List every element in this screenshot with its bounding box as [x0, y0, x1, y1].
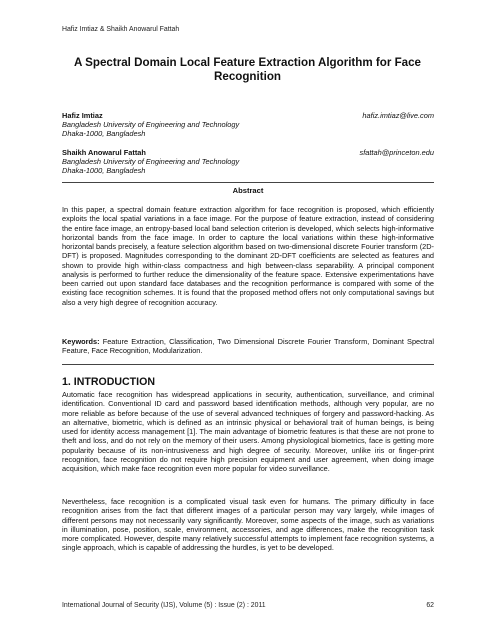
author-email: sfattah@princeton.edu	[359, 148, 434, 157]
author-email: hafiz.imtiaz@live.com	[362, 111, 434, 120]
author-name: Shaikh Anowarul Fattah	[62, 148, 146, 157]
paper-title: A Spectral Domain Local Feature Extraction Algorithm for Face Recognition	[73, 56, 422, 83]
abstract-heading: Abstract	[232, 186, 264, 195]
author-block	[62, 148, 434, 176]
keywords-text: Feature Extraction, Classification, Two Dimensional Discrete Fourier Transform, Dominant Spectral Feature, Face Recognition, Modularization.	[62, 337, 434, 356]
keywords-label: Keywords:	[62, 337, 100, 346]
body-paragraph: Nevertheless, face recognition is a complicated visual task even for humans. The primary difficulty in face recognition arises from the fact that different images of a particular person may vary largely, while images of different persons may not necessarily vary significantly. Moreover, some aspects of the image, such as variations in illumination, pose, position, scale, environment, accessories, and age differences, make the recognition task more complicated. However, despite many relatively successful attempts to implement face recognition systems, a single approach, which is capable of addressing the hurdles, is yet to be developed.	[62, 497, 434, 553]
running-head: Hafiz Imtiaz & Shaikh Anowarul Fattah	[62, 26, 180, 33]
author-location: Dhaka-1000, Bangladesh	[62, 166, 146, 176]
divider	[62, 364, 434, 365]
author-name: Hafiz Imtiaz	[62, 111, 103, 120]
author-affiliation: Bangladesh University of Engineering and Technology	[62, 157, 240, 167]
author-location: Dhaka-1000, Bangladesh	[62, 129, 146, 139]
abstract-text: In this paper, a spectral domain feature extraction algorithm for face recognition is proposed, which efficiently exploits the local spatial variations in a face image. For the purpose of feature extraction, instead of considering the entire face image, an entropy-based local band selection criterion is developed, which selects high-informative horizontal bands from the face image. In order to capture the local variations within these high-informative horizontal bands precisely, a feature selection algorithm based on two-dimensional discrete Fourier transform (2D-DFT) is proposed. Magnitudes corresponding to the dominant 2D-DFT coefficients are selected as features and shown to provide high within-class compactness and high between-class separability. A principal component analysis is performed to further reduce the dimensionality of the feature space. Extensive experimentations have been carried out upon standard face databases and the recognition performance is compared with some of the existing face recognition schemes. It is found that the proposed method offers not only computational savings but also a very high degree of recognition accuracy.	[62, 205, 434, 307]
footer-journal: International Journal of Security (IJS), Volume (5) : Issue (2) : 2011	[62, 602, 266, 609]
keywords	[62, 337, 434, 356]
page-number: 62	[426, 602, 434, 609]
author-block	[62, 111, 434, 139]
body-paragraph: Automatic face recognition has widespread applications in security, authentication, surveillance, and criminal identification. Conventional ID card and password based identification methods, although very popular, are no more reliable as before because of the use of several advanced techniques of forgery and password-hacking. As an alternative, biometric, which is defined as an intrinsic physical or behavioral trait of human beings, is being used for identity access management [1]. The main advantage of biometric features is that these are not prone to theft and loss, and do not rely on the memory of their users. Among physiological biometrics, face is getting more popularity because of its non-intrusiveness and high degree of security. Moreover, unlike iris or finger-print recognition, face recognition do not require high precision equipment and user agreement, when doing image acquisition, which make face recognition even more popular for video surveillance.	[62, 390, 434, 473]
section-heading: 1. INTRODUCTION	[62, 376, 155, 388]
author-affiliation: Bangladesh University of Engineering and Technology	[62, 120, 240, 130]
divider	[62, 182, 434, 183]
